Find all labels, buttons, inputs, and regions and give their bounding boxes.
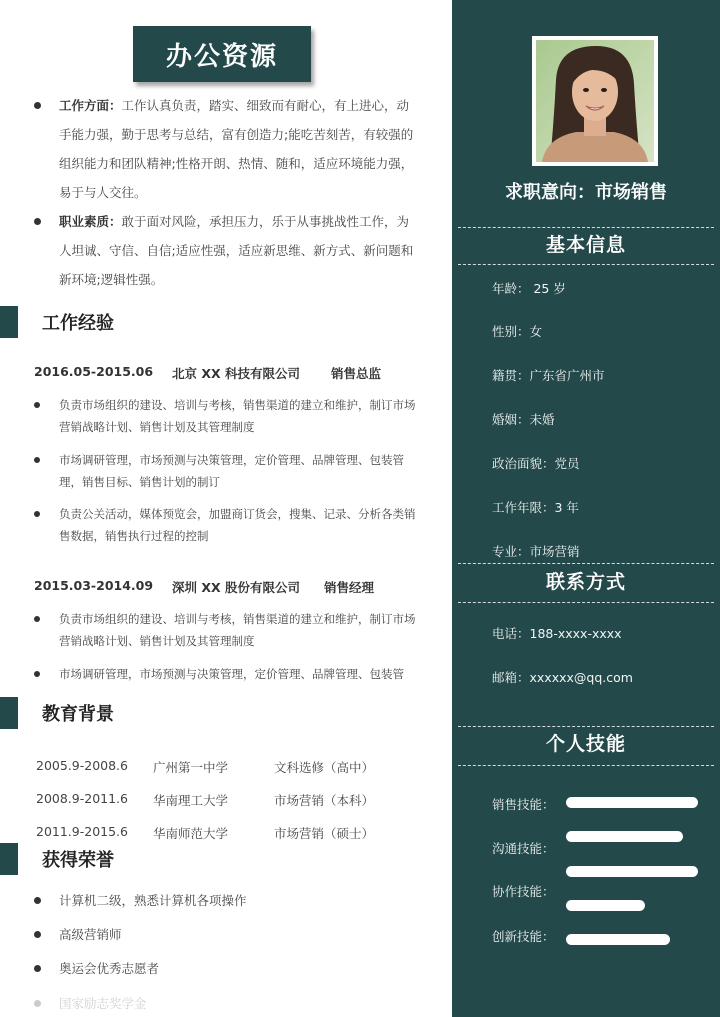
skill-label: 沟通技能： [492,841,555,856]
bullet-icon [34,102,41,109]
info-gender: 性别：女 [492,324,543,339]
info-age: 年龄： 25 岁 [492,281,566,296]
skill-label: 创新技能： [492,929,555,944]
basic-info-title: 基本信息 [545,234,626,256]
honor-clip [0,994,452,1011]
self-eval-quality [34,207,414,294]
edu-period: 2008.9-2011.6 [36,791,128,806]
divider [458,765,714,766]
portrait-photo-icon [536,40,654,162]
job-company: 深圳 XX 股份有限公司 [172,580,300,595]
section-education [0,697,114,729]
contact-phone: 电话：188-xxxx-xxxx [492,626,622,641]
skill-level-bar [566,831,683,842]
bullet-icon [34,965,41,972]
self-eval-text: 工作认真负责，踏实、细致而有耐心，有上进心，动手能力强，勤于思考与总结，富有创造力;能吃苦刻苦，有较强的组织能力和团队精神;性格开朗、热情、随和，适应环境能力强，易于与人交往。 [59,98,414,200]
education-row [36,824,436,844]
basic-info-list [452,268,720,559]
edu-major: 市场营销（硕士） [274,826,375,841]
edu-school: 华南师范大学 [153,826,229,841]
job-duty [34,608,426,652]
education-row [36,758,436,778]
job-position: 销售总监 [331,366,382,381]
self-eval-key: 工作方面： [59,98,122,113]
bullet-icon [34,402,40,408]
divider [458,563,714,564]
honor-text: 计算机二级，熟悉计算机各项操作 [59,893,247,908]
skill-level-bar [566,934,670,945]
bullet-icon [34,511,40,517]
bullet-icon [34,671,40,677]
edu-period: 2005.9-2008.6 [36,758,128,773]
profile-photo-frame [532,36,658,166]
section-title: 获得荣誉 [42,850,114,871]
job-duty [34,394,426,438]
honor-text: 国家励志奖学金 [59,996,147,1011]
contact-title: 联系方式 [545,571,626,593]
section-title: 工作经验 [42,313,114,334]
section-work-experience [0,306,114,338]
section-title: 教育背景 [42,704,114,725]
education-row [36,791,436,811]
self-eval-key: 职业素质： [59,214,122,229]
job-duty-text: 负责公关活动，媒体预览会，加盟商订货会，搜集、记录、分析各类销售数据，销售执行过程的控制 [59,507,416,543]
info-work-years: 工作年限：3 年 [492,500,579,515]
section-marker [0,697,18,729]
job-duty [34,503,426,547]
info-hometown: 籍贯：广东省广州市 [492,368,605,383]
divider [458,227,714,228]
info-marital: 婚姻：未婚 [492,412,555,427]
skill-level-bar [566,900,645,911]
skill-label: 销售技能： [492,797,555,812]
section-marker [0,843,18,875]
skill-level-bar [566,797,698,808]
honor-item [34,925,434,945]
job-duty [34,663,426,685]
skill-level-bar-top [566,866,698,877]
edu-major: 市场营销（本科） [274,793,375,808]
divider [458,264,714,265]
job-duty [34,449,426,493]
job-duty-text: 负责市场组织的建设、培训与考核，销售渠道的建立和维护，制订市场营销战略计划、销售计划及其管理制度 [59,612,416,648]
job-duty-text: 市场调研管理，市场预测与决策管理，定价管理、品牌管理、包装管 [59,667,404,681]
honor-item [34,994,434,1014]
section-honors [0,843,114,875]
bullet-icon [34,218,41,225]
bullet-icon [34,897,41,904]
bullet-icon [34,931,41,938]
skill-label: 协作技能： [492,884,555,899]
job-intent: 求职意向：市场销售 [505,182,667,203]
honor-item [34,959,434,979]
honor-text: 高级营销师 [59,927,122,942]
self-eval-text: 敢于面对风险，承担压力，乐于从事挑战性工作，为人坦诚、守信、自信;适应性强，适应新思维、新方式、新问题和新环境;逻辑性强。 [59,214,414,287]
bullet-icon [34,1000,41,1007]
divider [458,602,714,603]
edu-school: 华南理工大学 [153,793,229,808]
section-marker [0,306,18,338]
honor-item [34,891,434,911]
education-clip [0,822,452,841]
honor-text: 奥运会优秀志愿者 [59,961,160,976]
divider [458,726,714,727]
edu-major: 文科选修（高中） [274,760,375,775]
bullet-icon [34,616,40,622]
job-duty-clip [0,660,452,688]
job-company: 北京 XX 科技有限公司 [172,366,300,381]
job-date: 2015.03-2014.09 [34,578,154,593]
sidebar-panel [452,0,720,1017]
edu-school: 广州第一中学 [153,760,229,775]
brand-title: 办公资源 [133,26,311,82]
job-duty-text: 负责市场组织的建设、培训与考核，销售渠道的建立和维护，制订市场营销战略计划、销售计划及其管理制度 [59,398,416,434]
skills-title: 个人技能 [545,733,626,755]
job-duty-text: 市场调研管理，市场预测与决策管理，定价管理、品牌管理、包装管理，销售目标、销售计划的制订 [59,453,404,489]
info-political: 政治面貌：党员 [492,456,580,471]
job-date: 2016.05-2015.06 [34,364,154,379]
edu-period: 2011.9-2015.6 [36,824,128,839]
job-position: 销售经理 [324,580,375,595]
info-major: 专业：市场营销 [492,544,580,559]
bullet-icon [34,457,40,463]
contact-email: 邮箱：xxxxxx@qq.com [492,670,633,685]
self-eval-work [34,91,414,207]
